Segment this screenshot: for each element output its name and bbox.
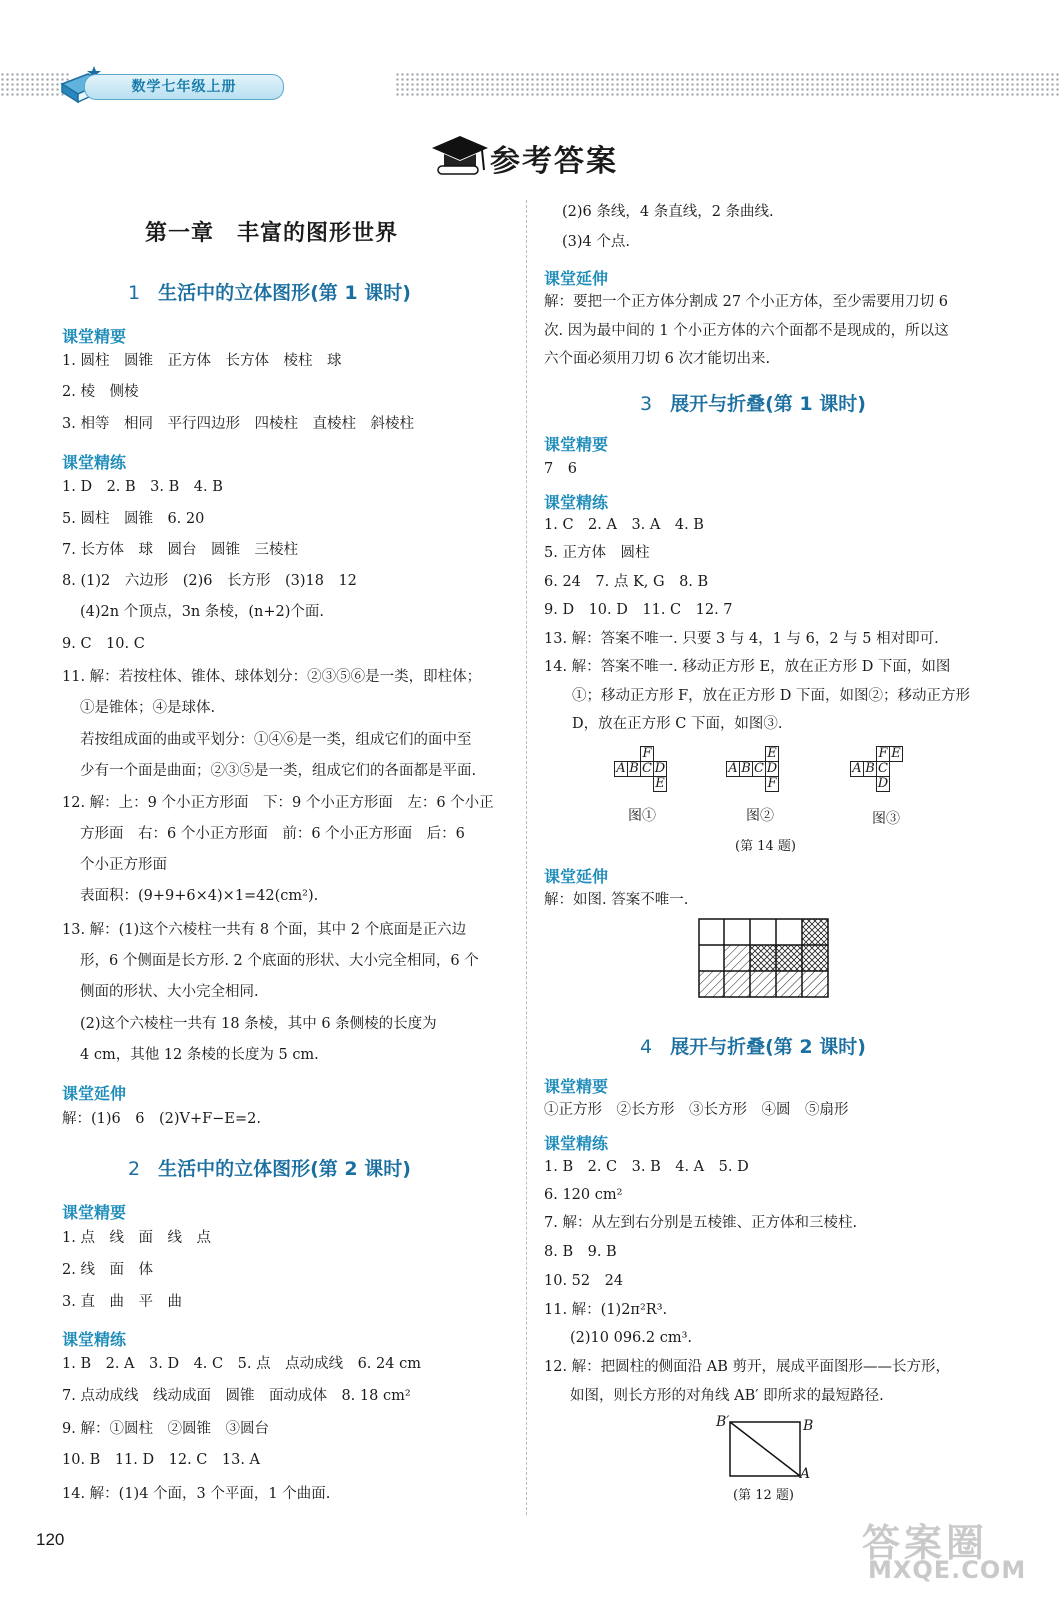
cube-net-figure-3: F E A B C D — [852, 746, 901, 791]
watermark-logo-text: 答案圈 — [862, 1521, 989, 1565]
answer-line: 6. 24 7. 点 K, G 8. B — [544, 574, 709, 590]
answer-line: ①正方形 ②长方形 ③长方形 ④圆 ⑤扇形 — [544, 1102, 849, 1118]
subheading: 课堂精要 — [544, 435, 609, 454]
answer-line: 2. 棱 侧棱 — [62, 384, 139, 400]
answer-line: 7. 长方体 球 圆台 圆锥 三棱柱 — [62, 542, 298, 558]
subheading: 课堂延伸 — [544, 867, 609, 886]
figure-label: 图② — [746, 808, 774, 824]
answer-line: 次. 因为最中间的 1 个小正方体的六个面都不是现成的，所以这 — [544, 323, 949, 339]
answer-line: ①是锥体；④是球体. — [80, 700, 216, 716]
header-dots-right — [395, 72, 1059, 98]
answer-line: 7. 点动成线 线动成面 圆锥 面动成体 8. 18 cm² — [62, 1388, 411, 1404]
subheading: 课堂精练 — [62, 1330, 127, 1349]
answer-line: 10. B 11. D 12. C 13. A — [62, 1452, 261, 1468]
label-b: B — [803, 1418, 814, 1434]
figure-caption: (第 14 题) — [735, 839, 796, 854]
answer-line: 5. 圆柱 圆锥 6. 20 — [62, 511, 205, 527]
watermark — [862, 1512, 1027, 1584]
subheading: 课堂精练 — [544, 493, 609, 512]
answer-line: 13. 解：答案不唯一. 只要 3 与 4，1 与 6，2 与 5 相对即可. — [544, 631, 939, 647]
watermark-url: MXQE.COM — [868, 1556, 1027, 1584]
answer-line: (2)6 条线，4 条直线，2 条曲线. — [562, 204, 774, 220]
answer-line: (2)10 096.2 cm³. — [570, 1330, 693, 1346]
answer-line: 1. B 2. C 3. B 4. A 5. D — [544, 1159, 749, 1175]
answer-line: 9. C 10. C — [62, 636, 145, 652]
answer-line: 4 cm，其他 12 条棱的长度为 5 cm. — [80, 1047, 319, 1063]
answer-line: 1. 圆柱 圆锥 正方体 长方体 棱柱 球 — [62, 353, 342, 369]
cube-net-figure-2: E A B C D F — [728, 746, 778, 791]
figure-label: 图① — [628, 808, 656, 824]
page-number: 120 — [36, 1530, 65, 1549]
answer-line: 表面积：(9+9+6×4)×1=42(cm²). — [80, 888, 319, 904]
section-heading-1: 1 生活中的立体图形(第 1 课时) — [128, 282, 411, 304]
main-title — [430, 130, 630, 180]
answer-line: 11. 解：若按柱体、锥体、球体划分：②③⑤⑥是一类，即柱体； — [62, 669, 482, 685]
subheading: 课堂精练 — [544, 1134, 609, 1153]
label-a: A — [800, 1466, 811, 1482]
answer-line: D，放在正方形 C 下面，如图③. — [572, 716, 783, 732]
answer-line: 8. (1)2 六边形 (2)6 长方形 (3)18 12 — [62, 573, 357, 589]
answer-line: 侧面的形状、大小完全相同. — [80, 984, 259, 1000]
answer-line: 解：(1)6 6 (2)V+F−E=2. — [62, 1111, 261, 1127]
cube-net-figure-1: F A B C D E — [616, 746, 666, 791]
answer-line: 少有一个面是曲面；②③⑤是一类，组成它们的各面都是平面. — [80, 763, 477, 779]
answer-line: 8. B 9. B — [544, 1244, 617, 1260]
figure-label: 图③ — [872, 811, 900, 827]
answer-line: 若按组成面的曲或平划分：①④⑥是一类，组成它们的面中至 — [80, 732, 472, 748]
answer-line: 1. B 2. A 3. D 4. C 5. 点 点动成线 6. 24 cm — [62, 1356, 421, 1372]
subheading: 课堂精练 — [62, 453, 127, 472]
answer-line: 12. 解：把圆柱的侧面沿 AB 剪开，展成平面图形——长方形， — [544, 1359, 951, 1375]
subheading: 课堂延伸 — [544, 269, 609, 288]
answer-line: 六个面必须用刀切 6 次才能切出来. — [544, 351, 771, 367]
answer-line: 14. 解：(1)4 个面，3 个平面，1 个曲面. — [62, 1486, 331, 1502]
figure-caption: (第 12 题) — [733, 1488, 794, 1503]
subheading: 课堂精要 — [62, 1203, 127, 1222]
subheading: 课堂精要 — [544, 1077, 609, 1096]
answer-line: 方形面 右：6 个小正方形面 前：6 个小正方形面 后：6 — [80, 826, 465, 842]
label-b-prime: B′ — [716, 1414, 730, 1430]
answer-line: 13. 解：(1)这个六棱柱一共有 8 个面，其中 2 个底面是正六边 — [62, 922, 467, 938]
answer-line: 11. 解：(1)2π²R³. — [544, 1302, 668, 1318]
graduation-cap-icon — [430, 130, 492, 180]
answer-line: 1. 点 线 面 线 点 — [62, 1230, 211, 1246]
answer-line: (3)4 个点. — [562, 234, 630, 250]
answer-line: 1. D 2. B 3. B 4. B — [62, 479, 223, 495]
answer-line: 如图，则长方形的对角线 AB′ 即所求的最短路径. — [570, 1388, 884, 1404]
answer-line: 3. 直 曲 平 曲 — [62, 1294, 182, 1310]
section-heading-2: 2 生活中的立体图形(第 2 课时) — [128, 1158, 411, 1180]
answer-line: 9. D 10. D 11. C 12. 7 — [544, 602, 733, 618]
chapter-title: 第一章 丰富的图形世界 — [145, 221, 399, 246]
page-header — [0, 62, 1059, 108]
answer-line: 6. 120 cm² — [544, 1187, 623, 1203]
answer-line: (4)2n 个顶点，3n 条棱，(n+2)个面. — [80, 604, 325, 620]
answer-line: 5. 正方体 圆柱 — [544, 545, 650, 561]
subheading: 课堂延伸 — [62, 1084, 127, 1103]
answer-line: 个小正方形面 — [80, 857, 167, 873]
answer-line: 2. 线 面 体 — [62, 1262, 153, 1278]
subheading: 课堂精要 — [62, 327, 127, 346]
answer-line: 7. 解：从左到右分别是五棱锥、正方体和三棱柱. — [544, 1215, 858, 1231]
answer-line: 9. 解：①圆柱 ②圆锥 ③圆台 — [62, 1421, 269, 1437]
book-title: 数学七年级上册 — [84, 74, 284, 100]
answer-line: 解：要把一个正方体分割成 27 个小正方体，至少需要用刀切 6 — [544, 294, 949, 310]
section-heading-3: 3 展开与折叠(第 1 课时) — [640, 393, 866, 415]
answer-line: 12. 解：上：9 个小正方形面 下：9 个小正方形面 左：6 个小正 — [62, 795, 494, 811]
answer-line: (2)这个六棱柱一共有 18 条棱，其中 6 条侧棱的长度为 — [80, 1016, 437, 1032]
grid-figure — [698, 918, 832, 998]
answer-line: ①；移动正方形 F，放在正方形 D 下面，如图②；移动正方形 — [572, 688, 971, 704]
answer-line: 解：如图. 答案不唯一. — [544, 892, 689, 908]
answer-line: 10. 52 24 — [544, 1273, 624, 1289]
answer-line: 14. 解：答案不唯一. 移动正方形 E，放在正方形 D 下面，如图 — [544, 659, 951, 675]
section-heading-4: 4 展开与折叠(第 2 课时) — [640, 1036, 866, 1058]
answer-line: 1. C 2. A 3. A 4. B — [544, 517, 704, 533]
main-title-text: 参考答案 — [490, 144, 618, 179]
column-divider — [526, 200, 527, 1515]
answer-line: 形，6 个侧面是长方形. 2 个底面的形状、大小完全相同，6 个 — [80, 953, 479, 969]
answer-line: 3. 相等 相同 平行四边形 四棱柱 直棱柱 斜棱柱 — [62, 416, 414, 432]
answer-line: 7 6 — [544, 461, 577, 477]
